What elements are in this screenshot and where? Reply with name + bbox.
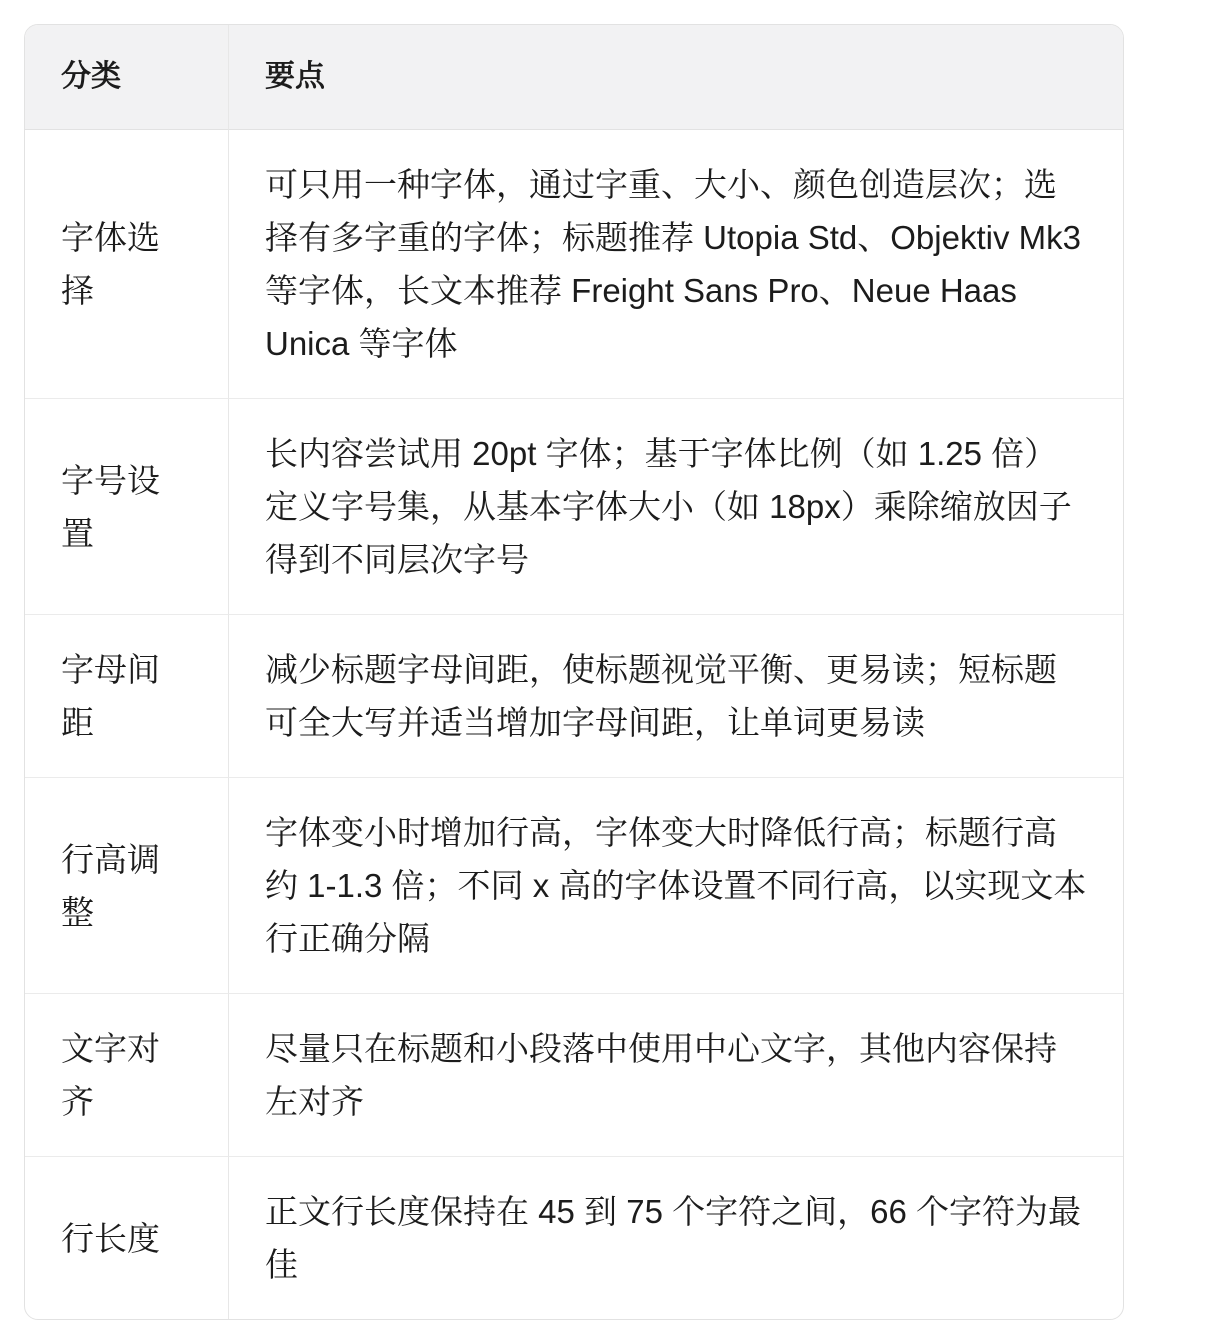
category-cell: 字号设置	[25, 398, 228, 614]
points-cell: 尽量只在标题和小段落中使用中心文字，其他内容保持左对齐	[228, 993, 1123, 1156]
category-cell: 字体选择	[61, 219, 160, 309]
category-cell: 行高调整	[25, 777, 228, 993]
column-header-points: 要点	[228, 25, 1123, 130]
table-row	[25, 398, 1123, 614]
points-cell: 正文行长度保持在 45 到 75 个字符之间，66 个字符为最佳	[228, 1156, 1123, 1319]
points-cell: 可只用一种字体，通过字重、大小、颜色创造层次；选择有多字重的字体；标题推荐 Utopia Std、Objektiv Mk3 等字体，长文本推荐 Freight Sans Pro、Neue Haas Unica 等字体	[228, 130, 1123, 398]
points-cell: 长内容尝试用 20pt 字体；基于字体比例（如 1.25 倍）定义字号集，从基本字体大小（如 18px）乘除缩放因子得到不同层次字号	[228, 398, 1123, 614]
points-cell: 减少标题字母间距，使标题视觉平衡、更易读；短标题可全大写并适当增加字母间距，让单词更易读	[228, 614, 1123, 777]
table-row	[25, 993, 1123, 1156]
typography-guidelines-container	[24, 24, 1124, 1320]
category-cell: 文字对齐	[25, 993, 228, 1156]
typography-guidelines-table	[24, 24, 1124, 1320]
points-cell: 字体变小时增加行高，字体变大时降低行高；标题行高约 1-1.3 倍；不同 x 高的字体设置不同行高，以实现文本行正确分隔	[228, 777, 1123, 993]
category-cell: 行长度	[25, 1156, 228, 1319]
category-cell: 字母间距	[25, 614, 228, 777]
table-row	[25, 777, 1123, 993]
table-row	[25, 614, 1123, 777]
table-row	[25, 130, 1123, 398]
table-row	[25, 1156, 1123, 1319]
column-header-category: 分类	[25, 25, 228, 130]
table-header-row	[25, 25, 1123, 130]
